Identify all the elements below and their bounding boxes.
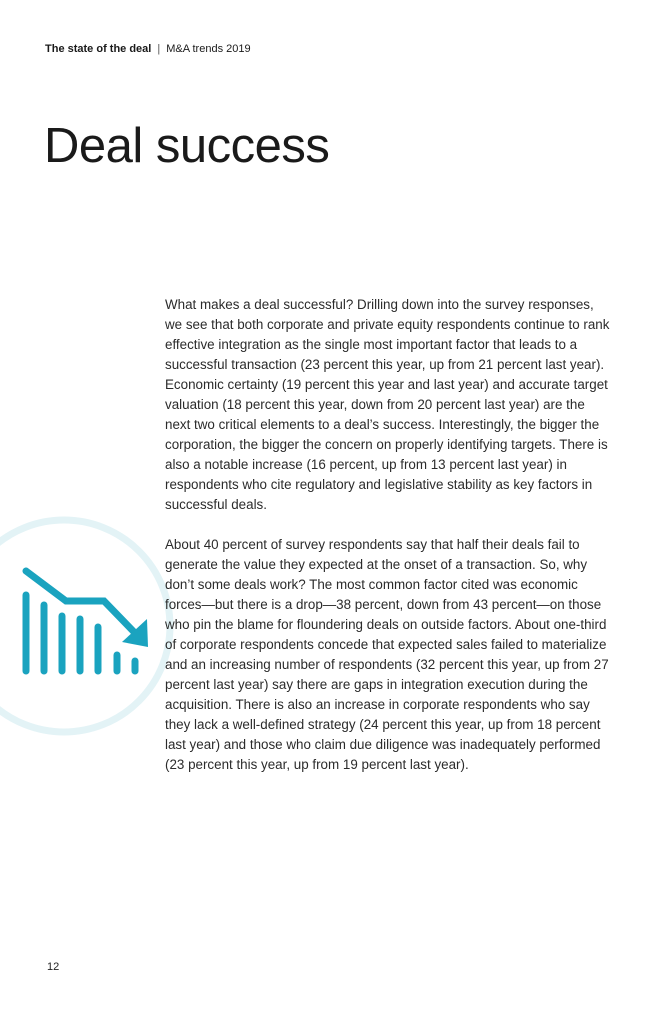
header-separator: | bbox=[157, 43, 161, 55]
page-title: Deal success bbox=[44, 119, 330, 173]
body-paragraph-1: What makes a deal successful? Drilling down into the survey responses, we see that both corporate and private equity respondents continue to rank effective integration as the single most important factor that leads to a successful transaction (23 percent this year, up from 21 percent last year). Economic certainty (19 percent this year and last year) and accurate target valuation (18 percent this year, down from 20 percent last year) are the next two critical elements to a deal’s success. Interestingly, the bigger the corporation, the bigger the concern on properly identifying targets. There is also a notable increase (16 percent, up from 13 percent last year) in respondents who cite regulatory and legislative stability as key factors in successful deals. bbox=[165, 297, 610, 512]
body-text bbox=[165, 295, 611, 795]
body-paragraph-2: About 40 percent of survey respondents say that half their deals fail to generate the value they expected at the onset of a transaction. So, why don’t some deals work? The most common factor cited was economic forces—but there is a drop—38 percent, down from 43 percent—on those who pin the blame for floundering deals on outside factors. About one-third of corporate respondents concede that expected sales failed to materialize and an increasing number of respondents (32 percent this year, up from 27 percent last year) say there are gaps in integration execution during the acquisition. There is also an increase in corporate respondents who say they lack a well-defined strategy (24 percent this year, up from 18 percent last year) and those who claim due diligence was inadequately performed (23 percent this year, up from 19 percent last year). bbox=[165, 537, 609, 772]
declining-bar-chart-illustration bbox=[0, 515, 180, 740]
running-header bbox=[45, 43, 251, 55]
page-number: 12 bbox=[47, 961, 60, 973]
declining-bar-chart-icon bbox=[0, 515, 180, 740]
header-subtitle: M&A trends 2019 bbox=[166, 43, 251, 55]
header-brand: The state of the deal bbox=[45, 43, 152, 55]
